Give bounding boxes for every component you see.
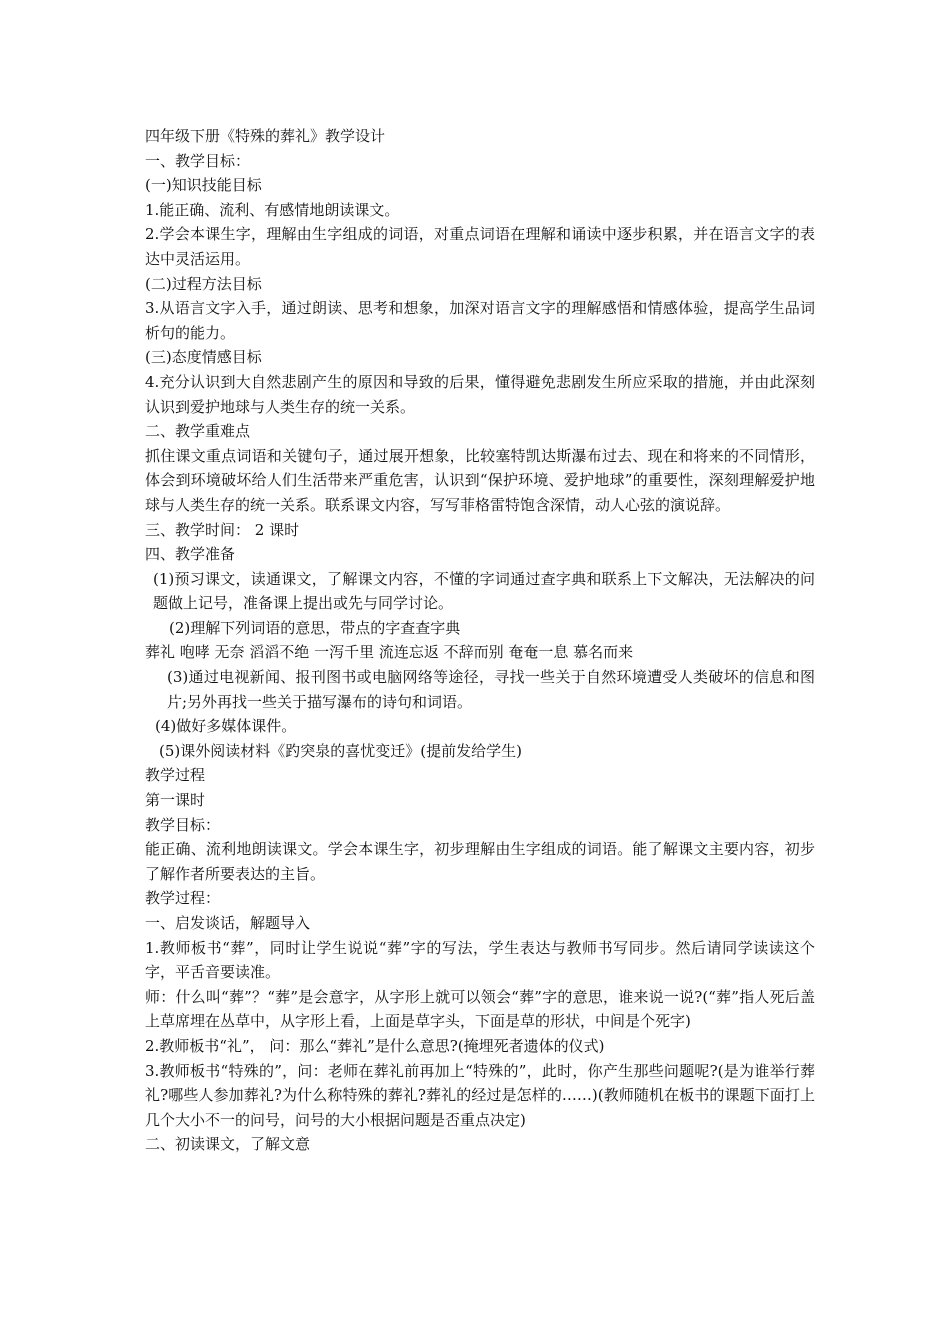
- list-item: (1)预习课文，读通课文，了解课文内容，不懂的字词通过查字典和联系上下文解决，无法解决的问题做上记号，准备课上提出或先与同学讨论。: [153, 569, 815, 613]
- section-heading: 第一课时: [145, 791, 206, 810]
- subsection-heading: (三)态度情感目标: [145, 348, 262, 367]
- paragraph: 抓住课文重点词语和关键句子，通过展开想象，比较塞特凯达斯瀑布过去、现在和将来的不同情形，体会到环境破坏给人们生活带来严重危害，认识到“保护环境、爱护地球”的重要性，深刻理解爱护地球与人类生存的统一关系。联系课文内容，写写菲格雷特饱含深情，动人心弦的演说辞。: [145, 446, 815, 514]
- paragraph: 2.学会本课生字，理解由生字组成的词语，对重点词语在理解和诵读中逐步积累，并在语言文字的表达中灵活运用。: [145, 225, 815, 268]
- subsection-heading: (一)知识技能目标: [145, 176, 262, 195]
- paragraph: 能正确、流利地朗读课文。学会本课生字，初步理解由生字组成的词语。能了解课文主要内容，初步了解作者所要表达的主旨。: [145, 840, 815, 883]
- subsection-heading: (二)过程方法目标: [145, 274, 262, 293]
- vocabulary-line: 葬礼 咆哮 无奈 滔滔不绝 一泻千里 流连忘返 不辞而别 奄奄一息 慕名而来: [145, 643, 634, 662]
- section-heading: 一、启发谈话，解题导入: [145, 914, 311, 932]
- section-heading: 教学过程：: [145, 889, 221, 908]
- list-item: (4)做好多媒体课件。: [155, 717, 297, 736]
- document-title: 四年级下册《特殊的葬礼》教学设计: [145, 127, 386, 145]
- list-item: (2)理解下列词语的意思，带点的字查查字典: [169, 618, 461, 637]
- paragraph: 3.从语言文字入手，通过朗读、思考和想象，加深对语言文字的理解感悟和情感体验，提高学生品词析句的能力。: [145, 299, 815, 342]
- list-item: (3)通过电视新闻、报刊图书或电脑网络等途径，寻找一些关于自然环境遭受人类破坏的信息和图片;另外再找一些关于描写瀑布的诗句和词语。: [167, 668, 815, 711]
- paragraph: 2.教师板书“礼”， 问：那么“葬礼”是什么意思?(掩埋死者遗体的仪式): [145, 1036, 605, 1055]
- paragraph: 4.充分认识到大自然悲剧产生的原因和导致的后果，懂得避免悲剧发生所应采取的措施，并由此深刻认识到爱护地球与人类生存的统一关系。: [145, 372, 815, 416]
- paragraph: 1.教师板书“葬”，同时让学生说说“葬”字的写法，学生表达与教师书写同步。然后请同学读读这个字，平舌音要读准。: [145, 938, 815, 982]
- section-heading: 二、教学重难点: [145, 422, 251, 441]
- section-heading: 教学目标：: [145, 815, 221, 834]
- section-heading: 教学过程: [145, 766, 206, 785]
- section-heading: 三、教学时间： 2 课时: [145, 520, 300, 539]
- list-item: (5)课外阅读材料《趵突泉的喜忧变迁》(提前发给学生): [159, 741, 522, 760]
- paragraph: 师：什么叫“葬”？“葬”是会意字，从字形上就可以领会“葬”字的意思，谁来说一说?(“葬”指人死后盖上草席埋在丛草中，从字形上看，上面是草字头，下面是草的形状，中间是个死字): [145, 987, 815, 1031]
- section-heading: 四、教学准备: [145, 545, 236, 564]
- document-body: [145, 124, 815, 1157]
- paragraph: 3.教师板书“特殊的”，问：老师在葬礼前再加上“特殊的”，此时，你产生那些问题呢?(是为谁举行葬礼?哪些人参加葬礼?为什么称特殊的葬礼?葬礼的经过是怎样的……)(教师随机在板书的课题下面打上几个大小不一的问号，问号的大小根据问题是否重点决定): [145, 1061, 815, 1129]
- section-heading: 二、初读课文，了解文意: [145, 1135, 311, 1154]
- paragraph: 1.能正确、流利、有感情地朗读课文。: [145, 200, 400, 219]
- section-heading: 一、教学目标：: [145, 151, 251, 170]
